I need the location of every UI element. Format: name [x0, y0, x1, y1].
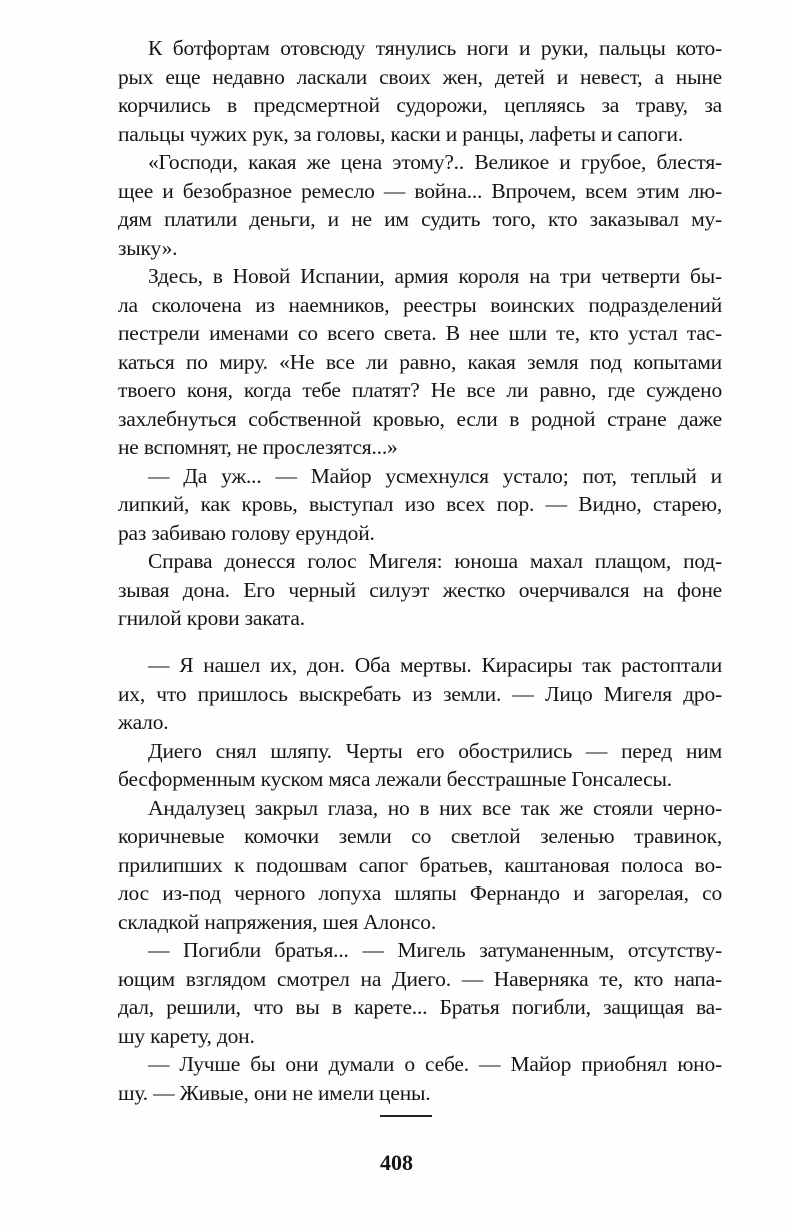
text-line: — Погибли братья... — Мигель затуманенным, отсутству- [148, 938, 722, 962]
paragraph [118, 1050, 722, 1107]
text-line: раз забиваю голову ерундой. [118, 520, 375, 545]
text-line: рых еще недавно ласкали своих жен, детей и невест, а ныне [118, 64, 722, 89]
text-line: — Да уж... — Майор усмехнулся устало; пот, теплый и [148, 463, 722, 488]
text-section [118, 34, 722, 633]
text-line: коричневые комочки земли со светлой зеленью травинок, [118, 824, 722, 848]
text-line: — Я нашел их, дон. Оба мертвы. Кирасиры так растоптали [148, 653, 722, 677]
text-line: Андалузец закрыл глаза, но в них все так же стояли черно- [148, 795, 722, 820]
text-line: пальцы чужих рук, за головы, каски и ранцы, лафеты и сапоги. [118, 121, 684, 146]
text-line: складкой напряжения, шея Алонсо. [118, 909, 437, 934]
paragraph [118, 794, 722, 937]
text-line: захлебнуться собственной кровью, если в родной стране даже [118, 406, 722, 431]
text-line: — Лучше бы они думали о себе. — Майор приобнял юно- [148, 1052, 722, 1076]
text-line: не вспомнят, не прослезятся...» [118, 435, 398, 459]
paragraph [118, 262, 722, 462]
text-line: зывая дона. Его черный силуэт жестко очерчивался на фоне [118, 577, 722, 602]
text-line: жало. [118, 710, 169, 734]
text-line: ющим взглядом смотрел на Диего. — Наверняка те, кто напа- [118, 966, 722, 991]
paragraph [118, 737, 722, 794]
text-line: Здесь, в Новой Испании, армия короля на три четверти бы- [148, 264, 722, 288]
text-line: бесформенным куском мяса лежали бесстрашные Гонсалесы. [118, 767, 672, 791]
paragraph [118, 547, 722, 633]
section-end-rule [380, 1115, 432, 1117]
text-line: «Господи, какая же цена этому?.. Великое и грубое, блестя- [148, 150, 722, 174]
text-line: щее и безобразное ремесло — война... Впрочем, всем этим лю- [118, 178, 722, 203]
text-line: твоего коня, когда тебе платят? Не все ли равно, где суждено [118, 378, 722, 402]
text-line: зыку». [118, 235, 178, 260]
text-line: каться по миру. «Не все ли равно, какая земля под копытами [118, 349, 722, 374]
paragraph [118, 34, 722, 148]
paragraph [118, 462, 722, 548]
text-line: К ботфортам отовсюду тянулись ноги и руки, пальцы кото- [148, 36, 722, 60]
text-line: шу карету, дон. [118, 1023, 255, 1048]
paragraph [118, 936, 722, 1050]
text-line: Диего снял шляпу. Черты его обострились — перед ним [148, 738, 722, 763]
paragraph [118, 148, 722, 262]
page-number: 408 [380, 1150, 413, 1175]
text-line: лос из-под черного лопуха шляпы Фернандо и загорелая, со [118, 881, 722, 905]
text-line: Справа донесся голос Мигеля: юноша махал плащом, под- [148, 549, 722, 573]
text-line: липкий, как кровь, выступал изо всех пор. — Видно, старею, [118, 492, 722, 516]
text-line: прилипших к подошвам сапог братьев, каштановая полоса во- [118, 852, 722, 877]
text-line: дям платили деньги, и не им судить того, кто заказывал му- [118, 207, 722, 231]
text-line: корчились в предсмертной судорожи, цепляясь за траву, за [118, 93, 722, 117]
text-line: ла сколочена из наемников, реестры воинских подразделений [118, 292, 722, 317]
text-line: их, что пришлось выскребать из земли. — Лицо Мигеля дро- [118, 681, 722, 706]
text-line: гнилой крови заката. [118, 606, 305, 630]
paragraph [118, 651, 722, 737]
text-section [118, 651, 722, 1107]
text-line: дал, решили, что вы в карете... Братья погибли, защищая ва- [118, 995, 722, 1019]
text-line: шу. — Живые, они не имели цены. [118, 1080, 431, 1105]
text-line: пестрели именами со всего света. В нее шли те, кто устал тас- [118, 321, 722, 345]
